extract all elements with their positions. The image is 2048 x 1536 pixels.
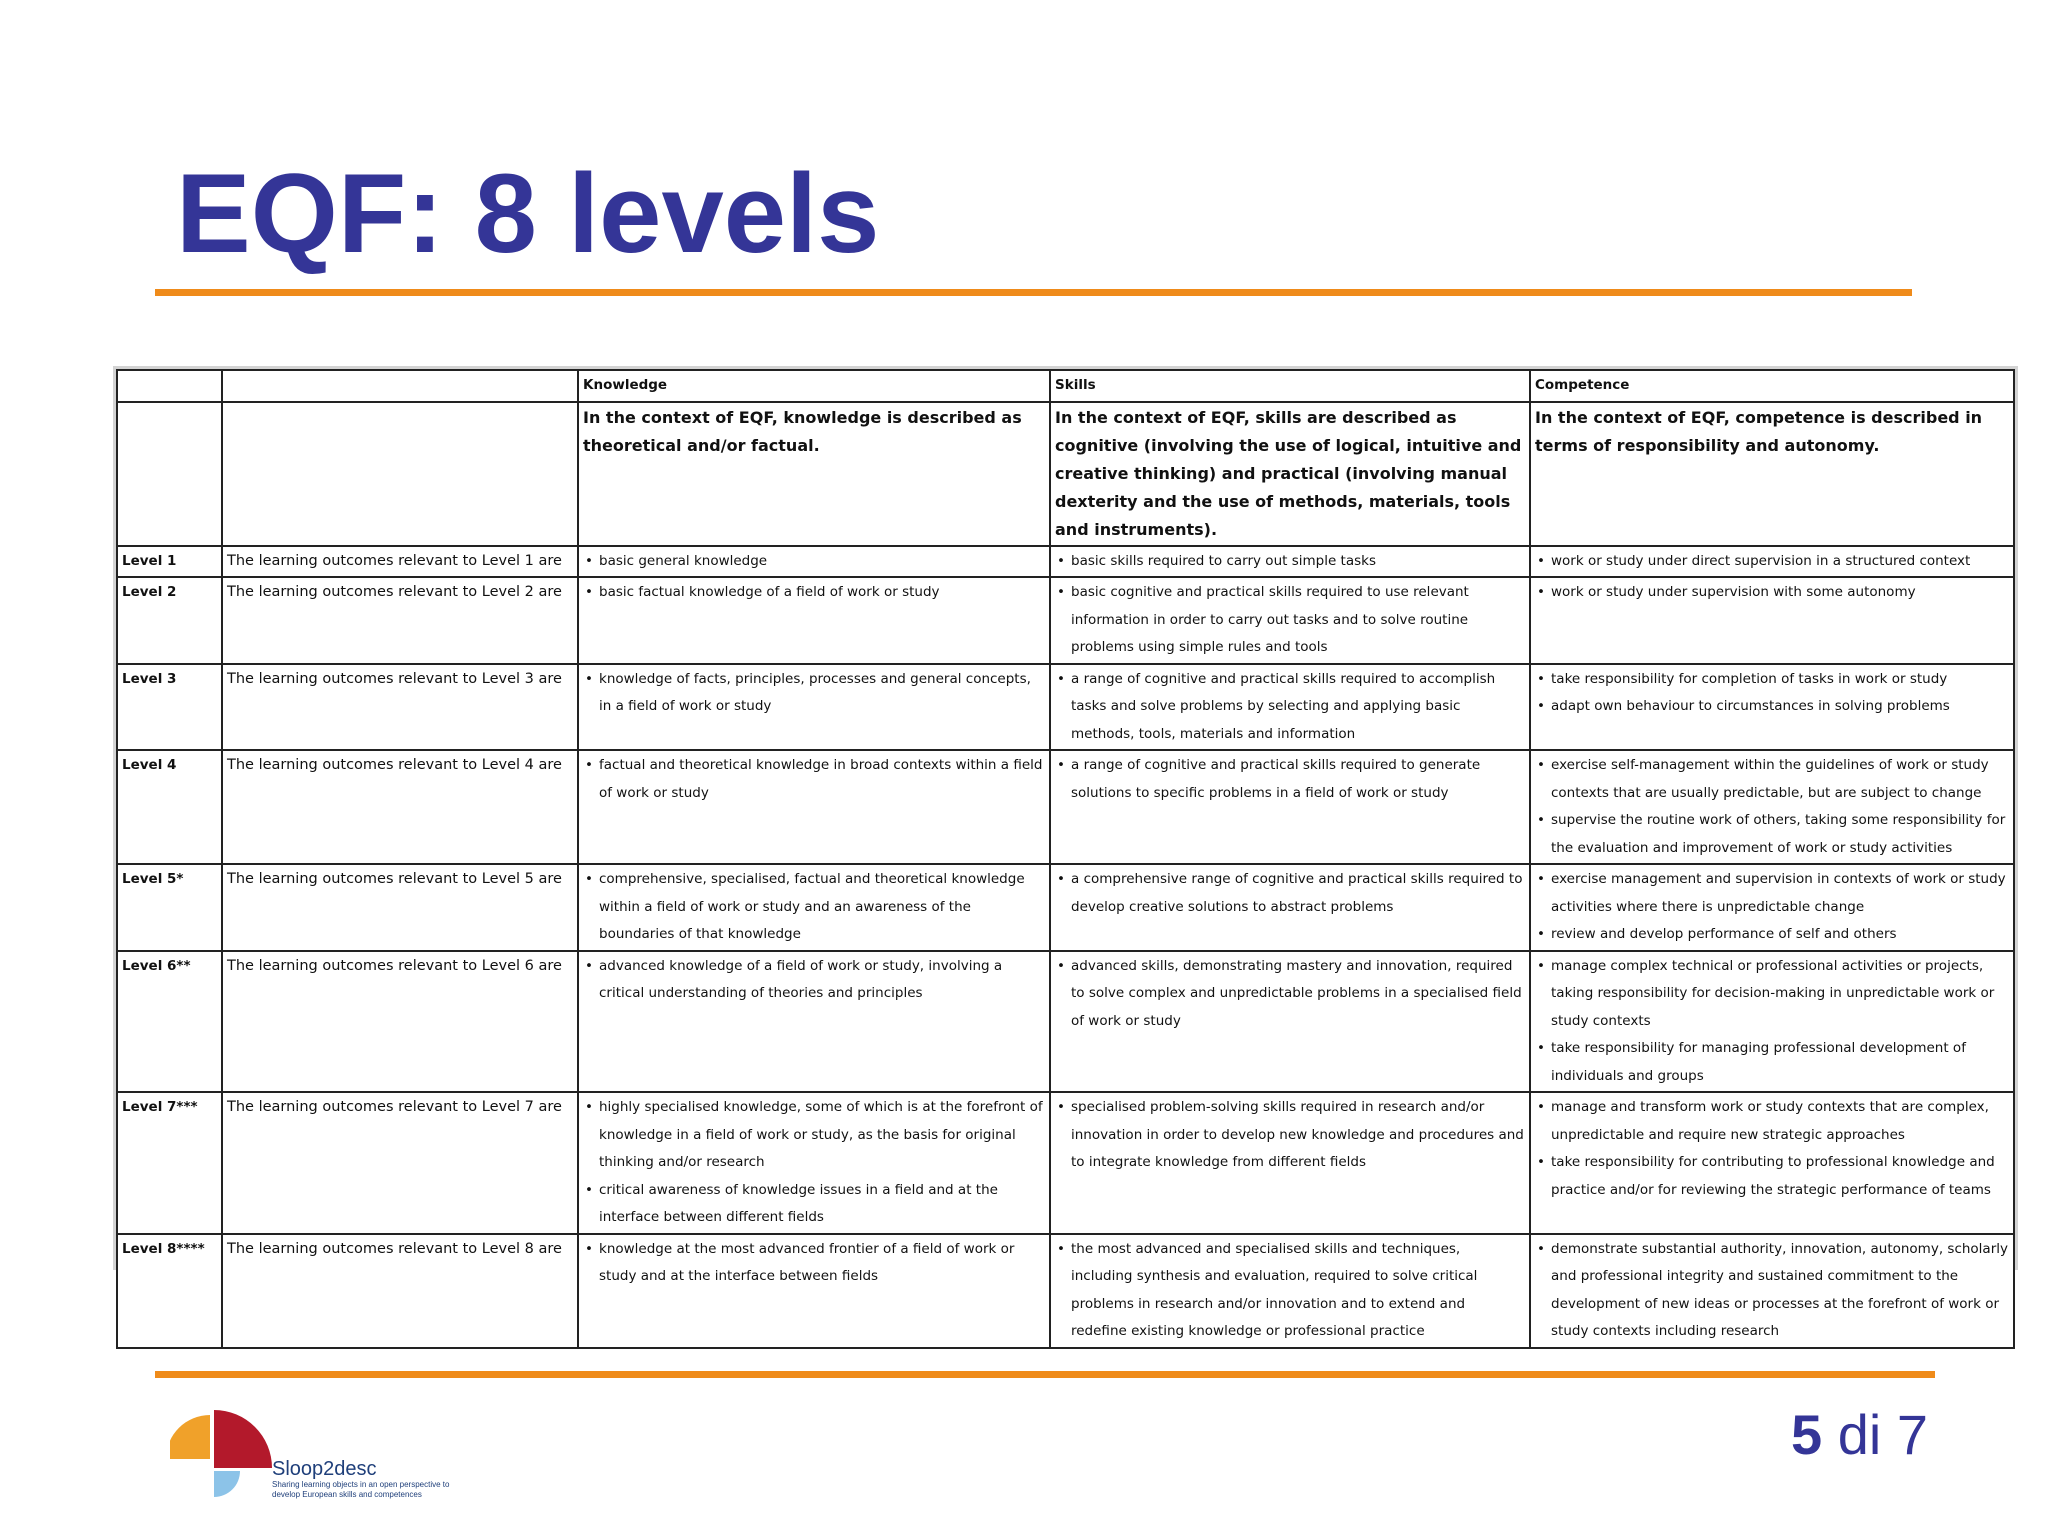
- level-row: [117, 546, 2014, 578]
- competence-cell: [1530, 1234, 2014, 1348]
- level-row: [117, 750, 2014, 864]
- knowledge-list: [583, 579, 1045, 607]
- level-intro: The learning outcomes relevant to Level 2 are: [222, 577, 578, 664]
- footer-divider: [155, 1371, 1935, 1378]
- logo-tagline: Sharing learning objects in an open perspective to develop European skills and competences: [272, 1480, 450, 1499]
- competence-item: • take responsibility for completion of tasks in work or study: [1551, 666, 2009, 694]
- logo-blue-quarter: [214, 1471, 240, 1497]
- knowledge-cell: [578, 1092, 1050, 1234]
- logo-orange-quarter: [170, 1415, 210, 1459]
- competence-item: • review and develop performance of self and others: [1551, 921, 2009, 949]
- skills-item: • advanced skills, demonstrating mastery and innovation, required to solve complex and unpredictable problems in a specialised field of work or study: [1071, 953, 1525, 1036]
- knowledge-cell: [578, 577, 1050, 664]
- level-row: [117, 951, 2014, 1093]
- skills-item: • basic skills required to carry out simple tasks: [1071, 548, 1525, 576]
- level-row: [117, 664, 2014, 751]
- competence-item: • work or study under supervision with some autonomy: [1551, 579, 2009, 607]
- level-intro: The learning outcomes relevant to Level 8 are: [222, 1234, 578, 1348]
- skills-list: [1055, 666, 1525, 749]
- level-label: Level 3: [117, 664, 222, 751]
- table-description-row: [117, 402, 2014, 546]
- empty-header-cell: [222, 370, 578, 402]
- competence-item: • exercise management and supervision in contexts of work or study activities where there is unpredictable change: [1551, 866, 2009, 921]
- level-intro: The learning outcomes relevant to Level 3 are: [222, 664, 578, 751]
- page-current: 5: [1790, 1403, 1823, 1466]
- level-row: [117, 577, 2014, 664]
- knowledge-cell: [578, 864, 1050, 951]
- level-row: [117, 1234, 2014, 1348]
- skills-item: • a range of cognitive and practical skills required to accomplish tasks and solve problems by selecting and applying basic methods, tools, materials and information: [1071, 666, 1525, 749]
- skills-list: [1055, 866, 1525, 921]
- competence-cell: [1530, 951, 2014, 1093]
- competence-cell: [1530, 750, 2014, 864]
- knowledge-header: Knowledge: [578, 370, 1050, 402]
- level-label: Level 2: [117, 577, 222, 664]
- competence-list: [1535, 548, 2009, 576]
- level-label: Level 4: [117, 750, 222, 864]
- logo-name: Sloop2desc: [272, 1458, 377, 1480]
- competence-item: • take responsibility for contributing to professional knowledge and practice and/or for reviewing the strategic performance of teams: [1551, 1149, 2009, 1204]
- eqf-levels-table: [116, 369, 2015, 1349]
- skills-list: [1055, 548, 1525, 576]
- level-intro: The learning outcomes relevant to Level 6 are: [222, 951, 578, 1093]
- empty-desc-cell-2: [222, 402, 578, 546]
- competence-cell: [1530, 577, 2014, 664]
- skills-cell: [1050, 546, 1530, 578]
- level-label: Level 8****: [117, 1234, 222, 1348]
- skills-item: • specialised problem-solving skills required in research and/or innovation in order to develop new knowledge and procedures and to integrate knowledge from different fields: [1071, 1094, 1525, 1177]
- page-total: di 7: [1837, 1403, 1928, 1466]
- competence-list: [1535, 953, 2009, 1091]
- competence-item: • take responsibility for managing professional development of individuals and groups: [1551, 1035, 2009, 1090]
- knowledge-list: [583, 1236, 1045, 1291]
- level-row: [117, 864, 2014, 951]
- level-label: Level 7***: [117, 1092, 222, 1234]
- competence-list: [1535, 666, 2009, 721]
- empty-desc-cell: [117, 402, 222, 546]
- competence-item: • demonstrate substantial authority, innovation, autonomy, scholarly and professional integrity and sustained commitment to the development of new ideas or processes at the forefront of work or study contexts including research: [1551, 1236, 2009, 1346]
- competence-list: [1535, 579, 2009, 607]
- competence-list: [1535, 1236, 2009, 1346]
- skills-description: In the context of EQF, skills are described as cognitive (involving the use of logical, intuitive and creative thinking) and practical (involving manual dexterity and the use of methods, materials, tools and instruments).: [1050, 402, 1530, 546]
- competence-list: [1535, 752, 2009, 862]
- knowledge-item: • knowledge of facts, principles, processes and general concepts, in a field of work or study: [599, 666, 1045, 721]
- skills-list: [1055, 752, 1525, 807]
- competence-item: • adapt own behaviour to circumstances in solving problems: [1551, 693, 2009, 721]
- level-row: [117, 1092, 2014, 1234]
- level-intro: The learning outcomes relevant to Level 1 are: [222, 546, 578, 578]
- level-label: Level 6**: [117, 951, 222, 1093]
- skills-cell: [1050, 951, 1530, 1093]
- table-header-row: [117, 370, 2014, 402]
- slide-title: EQF: 8 levels: [176, 151, 880, 276]
- knowledge-cell: [578, 951, 1050, 1093]
- level-label: Level 5*: [117, 864, 222, 951]
- skills-item: • a comprehensive range of cognitive and practical skills required to develop creative solutions to abstract problems: [1071, 866, 1525, 921]
- knowledge-cell: [578, 546, 1050, 578]
- skills-list: [1055, 1236, 1525, 1346]
- competence-list: [1535, 1094, 2009, 1204]
- skills-list: [1055, 579, 1525, 662]
- level-intro: The learning outcomes relevant to Level 5 are: [222, 864, 578, 951]
- logo-red-quarter: [214, 1410, 272, 1468]
- skills-cell: [1050, 1092, 1530, 1234]
- knowledge-item: • basic general knowledge: [599, 548, 1045, 576]
- competence-item: • exercise self-management within the guidelines of work or study contexts that are usually predictable, but are subject to change: [1551, 752, 2009, 807]
- competence-header: Competence: [1530, 370, 2014, 402]
- knowledge-list: [583, 866, 1045, 949]
- title-divider: [155, 289, 1912, 296]
- level-intro: The learning outcomes relevant to Level 4 are: [222, 750, 578, 864]
- competence-list: [1535, 866, 2009, 949]
- empty-corner-cell: [117, 370, 222, 402]
- competence-item: • work or study under direct supervision in a structured context: [1551, 548, 2009, 576]
- knowledge-item: • advanced knowledge of a field of work or study, involving a critical understanding of theories and principles: [599, 953, 1045, 1008]
- competence-cell: [1530, 664, 2014, 751]
- knowledge-list: [583, 1094, 1045, 1232]
- knowledge-item: • basic factual knowledge of a field of work or study: [599, 579, 1045, 607]
- skills-list: [1055, 1094, 1525, 1177]
- skills-cell: [1050, 864, 1530, 951]
- competence-cell: [1530, 1092, 2014, 1234]
- knowledge-item: • knowledge at the most advanced frontier of a field of work or study and at the interface between fields: [599, 1236, 1045, 1291]
- competence-item: • manage complex technical or professional activities or projects, taking responsibility for decision-making in unpredictable work or study contexts: [1551, 953, 2009, 1036]
- eqf-table-body: [117, 370, 2014, 1348]
- knowledge-cell: [578, 750, 1050, 864]
- knowledge-item: • critical awareness of knowledge issues in a field and at the interface between different fields: [599, 1177, 1045, 1232]
- competence-item: • supervise the routine work of others, taking some responsibility for the evaluation and improvement of work or study activities: [1551, 807, 2009, 862]
- knowledge-list: [583, 666, 1045, 721]
- competence-description: In the context of EQF, competence is described in terms of responsibility and autonomy.: [1530, 402, 2014, 546]
- competence-item: • manage and transform work or study contexts that are complex, unpredictable and require new strategic approaches: [1551, 1094, 2009, 1149]
- knowledge-list: [583, 752, 1045, 807]
- competence-cell: [1530, 864, 2014, 951]
- skills-cell: [1050, 750, 1530, 864]
- competence-cell: [1530, 546, 2014, 578]
- level-intro: The learning outcomes relevant to Level 7 are: [222, 1092, 578, 1234]
- knowledge-item: • highly specialised knowledge, some of which is at the forefront of knowledge in a field of work or study, as the basis for original thinking and/or research: [599, 1094, 1045, 1177]
- knowledge-cell: [578, 664, 1050, 751]
- skills-list: [1055, 953, 1525, 1036]
- knowledge-description: In the context of EQF, knowledge is described as theoretical and/or factual.: [578, 402, 1050, 546]
- knowledge-item: • comprehensive, specialised, factual and theoretical knowledge within a field of work or study and an awareness of the boundaries of that knowledge: [599, 866, 1045, 949]
- knowledge-item: • factual and theoretical knowledge in broad contexts within a field of work or study: [599, 752, 1045, 807]
- skills-item: • basic cognitive and practical skills required to use relevant information in order to carry out tasks and to solve routine problems using simple rules and tools: [1071, 579, 1525, 662]
- knowledge-cell: [578, 1234, 1050, 1348]
- skills-cell: [1050, 1234, 1530, 1348]
- skills-cell: [1050, 577, 1530, 664]
- skills-cell: [1050, 664, 1530, 751]
- page-number: [1791, 1402, 1928, 1467]
- knowledge-list: [583, 548, 1045, 576]
- skills-item: • the most advanced and specialised skills and techniques, including synthesis and evaluation, required to solve critical problems in research and/or innovation and to extend and redefine existing knowledge or professional practice: [1071, 1236, 1525, 1346]
- knowledge-list: [583, 953, 1045, 1008]
- level-label: Level 1: [117, 546, 222, 578]
- skills-item: • a range of cognitive and practical skills required to generate solutions to specific problems in a field of work or study: [1071, 752, 1525, 807]
- skills-header: Skills: [1050, 370, 1530, 402]
